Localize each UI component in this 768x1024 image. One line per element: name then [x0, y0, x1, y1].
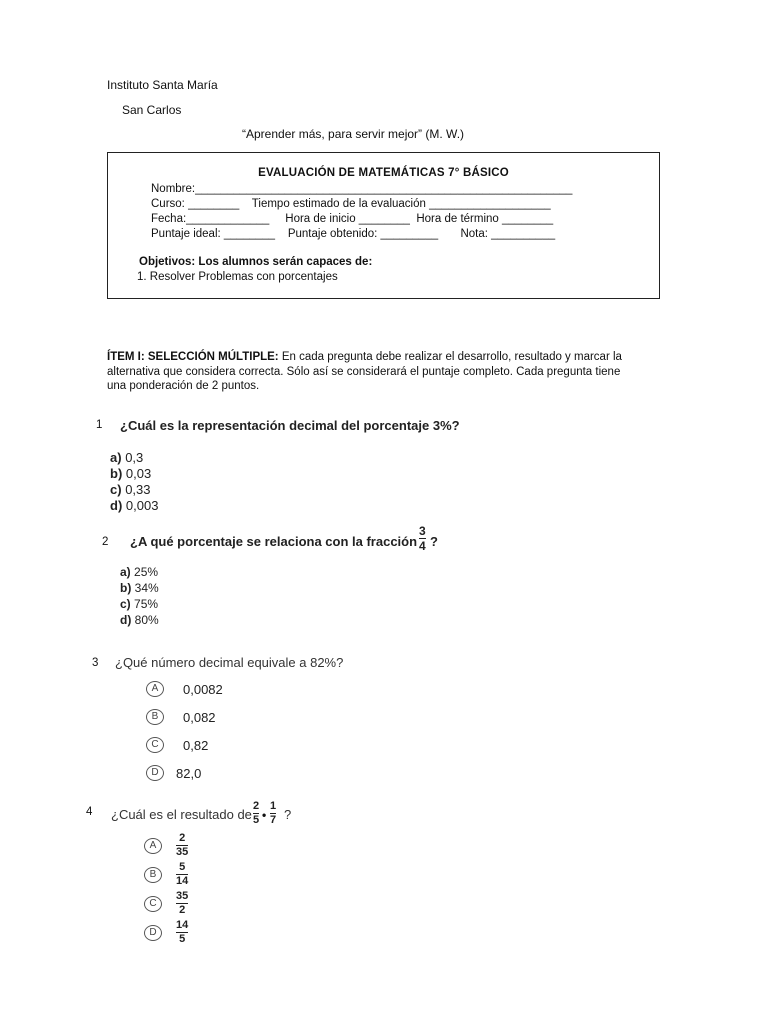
fraction-numerator: 3: [419, 524, 426, 538]
question-4-option-a-fraction: [176, 833, 188, 858]
fraction-numerator: 5: [179, 861, 186, 873]
question-3-option-c-text: 0,82: [183, 738, 209, 753]
city-name: San Carlos: [122, 103, 182, 117]
question-2-option-a[interactable]: [120, 565, 158, 579]
question-3-option-c-circle[interactable]: C: [146, 737, 164, 753]
fraction-numerator: 2: [179, 832, 186, 844]
option-text: 34%: [134, 581, 159, 595]
exam-info-box: [107, 152, 660, 299]
question-3-option-b-text: 0,082: [183, 710, 216, 725]
fraction-denominator: 5: [179, 933, 186, 945]
course-time-line: Curso: ________ Tiempo estimado de la evaluación ___________________: [151, 198, 551, 210]
question-2-fraction: [419, 525, 426, 552]
question-4-suffix: ?: [284, 807, 292, 822]
question-3-option-b-circle[interactable]: B: [146, 709, 164, 725]
question-4-option-b-circle[interactable]: B: [144, 867, 162, 883]
option-text: 0,03: [125, 466, 152, 481]
question-4-number: 4: [86, 806, 93, 818]
objective-item-1: 1. Resolver Problemas con porcentajes: [137, 271, 338, 283]
question-3-number: 3: [92, 657, 99, 669]
option-text: 75%: [134, 597, 159, 611]
fraction-denominator: 5: [253, 814, 260, 826]
question-2-text: ¿A qué porcentaje se relaciona con la fracción: [130, 534, 418, 549]
institution-name: Instituto Santa María: [107, 78, 218, 92]
fraction-denominator: 7: [270, 814, 277, 826]
question-2-number: 2: [102, 536, 109, 548]
option-text: 25%: [134, 565, 159, 579]
fraction-denominator: 4: [419, 539, 426, 553]
name-field-line: Nombre:___________________________________________________________: [151, 183, 573, 195]
question-4-option-c-fraction: [176, 891, 188, 916]
question-4-option-a-circle[interactable]: A: [144, 838, 162, 854]
exam-title: EVALUACIÓN DE MATEMÁTICAS 7° BÁSICO: [258, 167, 509, 179]
option-letter: d): [120, 613, 132, 627]
question-4-option-d-circle[interactable]: D: [144, 925, 162, 941]
question-1-option-d[interactable]: [110, 498, 158, 513]
question-3-text: ¿Qué número decimal equivale a 82%?: [115, 655, 344, 670]
multiply-operator: •: [262, 808, 267, 822]
date-hours-line: Fecha:_____________ Hora de inicio ________ Hora de término ________: [151, 213, 554, 225]
score-line: Puntaje ideal: ________ Puntaje obtenido: _________ Nota: __________: [151, 228, 556, 240]
option-letter: c): [120, 597, 131, 611]
option-text: 0,3: [125, 450, 144, 465]
option-letter: d): [110, 498, 123, 513]
fraction-denominator: 2: [179, 904, 186, 916]
question-1-text: ¿Cuál es la representación decimal del porcentaje 3%?: [120, 418, 460, 433]
question-4-fraction-2: [270, 801, 276, 826]
option-text: 0,003: [125, 498, 159, 513]
question-3-option-a-text: 0,0082: [183, 682, 223, 697]
question-3-option-a-circle[interactable]: A: [146, 681, 164, 697]
option-letter: b): [120, 581, 132, 595]
question-2-option-b[interactable]: [120, 581, 159, 595]
option-letter: c): [110, 482, 122, 497]
option-text: 0,33: [125, 482, 151, 497]
question-4-option-d-fraction: [176, 920, 188, 945]
fraction-denominator: 14: [176, 875, 189, 887]
question-4-option-c-circle[interactable]: C: [144, 896, 162, 912]
question-2-suffix: ?: [430, 534, 438, 549]
item-heading: ÍTEM I: SELECCIÓN MÚLTIPLE:: [107, 351, 279, 363]
fraction-numerator: 1: [270, 800, 277, 812]
question-4-fraction-1: [253, 801, 259, 826]
option-letter: b): [110, 466, 123, 481]
option-letter: a): [110, 450, 122, 465]
fraction-numerator: 2: [253, 800, 260, 812]
objectives-label: Objetivos: Los alumnos serán capaces de:: [139, 256, 373, 268]
question-1-number: 1: [96, 419, 103, 431]
fraction-numerator: 14: [176, 919, 189, 931]
question-4-text: ¿Cuál es el resultado de: [111, 807, 252, 822]
fraction-numerator: 35: [176, 890, 189, 902]
question-1-option-c[interactable]: [110, 482, 151, 497]
option-letter: a): [120, 565, 131, 579]
motto: “Aprender más, para servir mejor” (M. W.): [242, 127, 465, 141]
question-3-option-d-circle[interactable]: D: [146, 765, 164, 781]
option-text: 80%: [134, 613, 159, 627]
item-instructions: [107, 350, 627, 394]
question-3-option-d-text: 82,0: [176, 766, 202, 781]
fraction-denominator: 35: [176, 846, 189, 858]
question-2-option-c[interactable]: [120, 597, 158, 611]
question-2-option-d[interactable]: [120, 613, 159, 627]
question-1-option-b[interactable]: [110, 466, 151, 481]
question-4-option-b-fraction: [176, 862, 188, 887]
item-instructions-text: En cada pregunta debe realizar el desarrollo, resultado y marcar la alternativa que considera correcta. Sólo así se considerará el puntaje completo. Cada pregunta tiene una ponderación de 2 puntos.: [107, 351, 622, 392]
question-1-option-a[interactable]: [110, 450, 143, 465]
